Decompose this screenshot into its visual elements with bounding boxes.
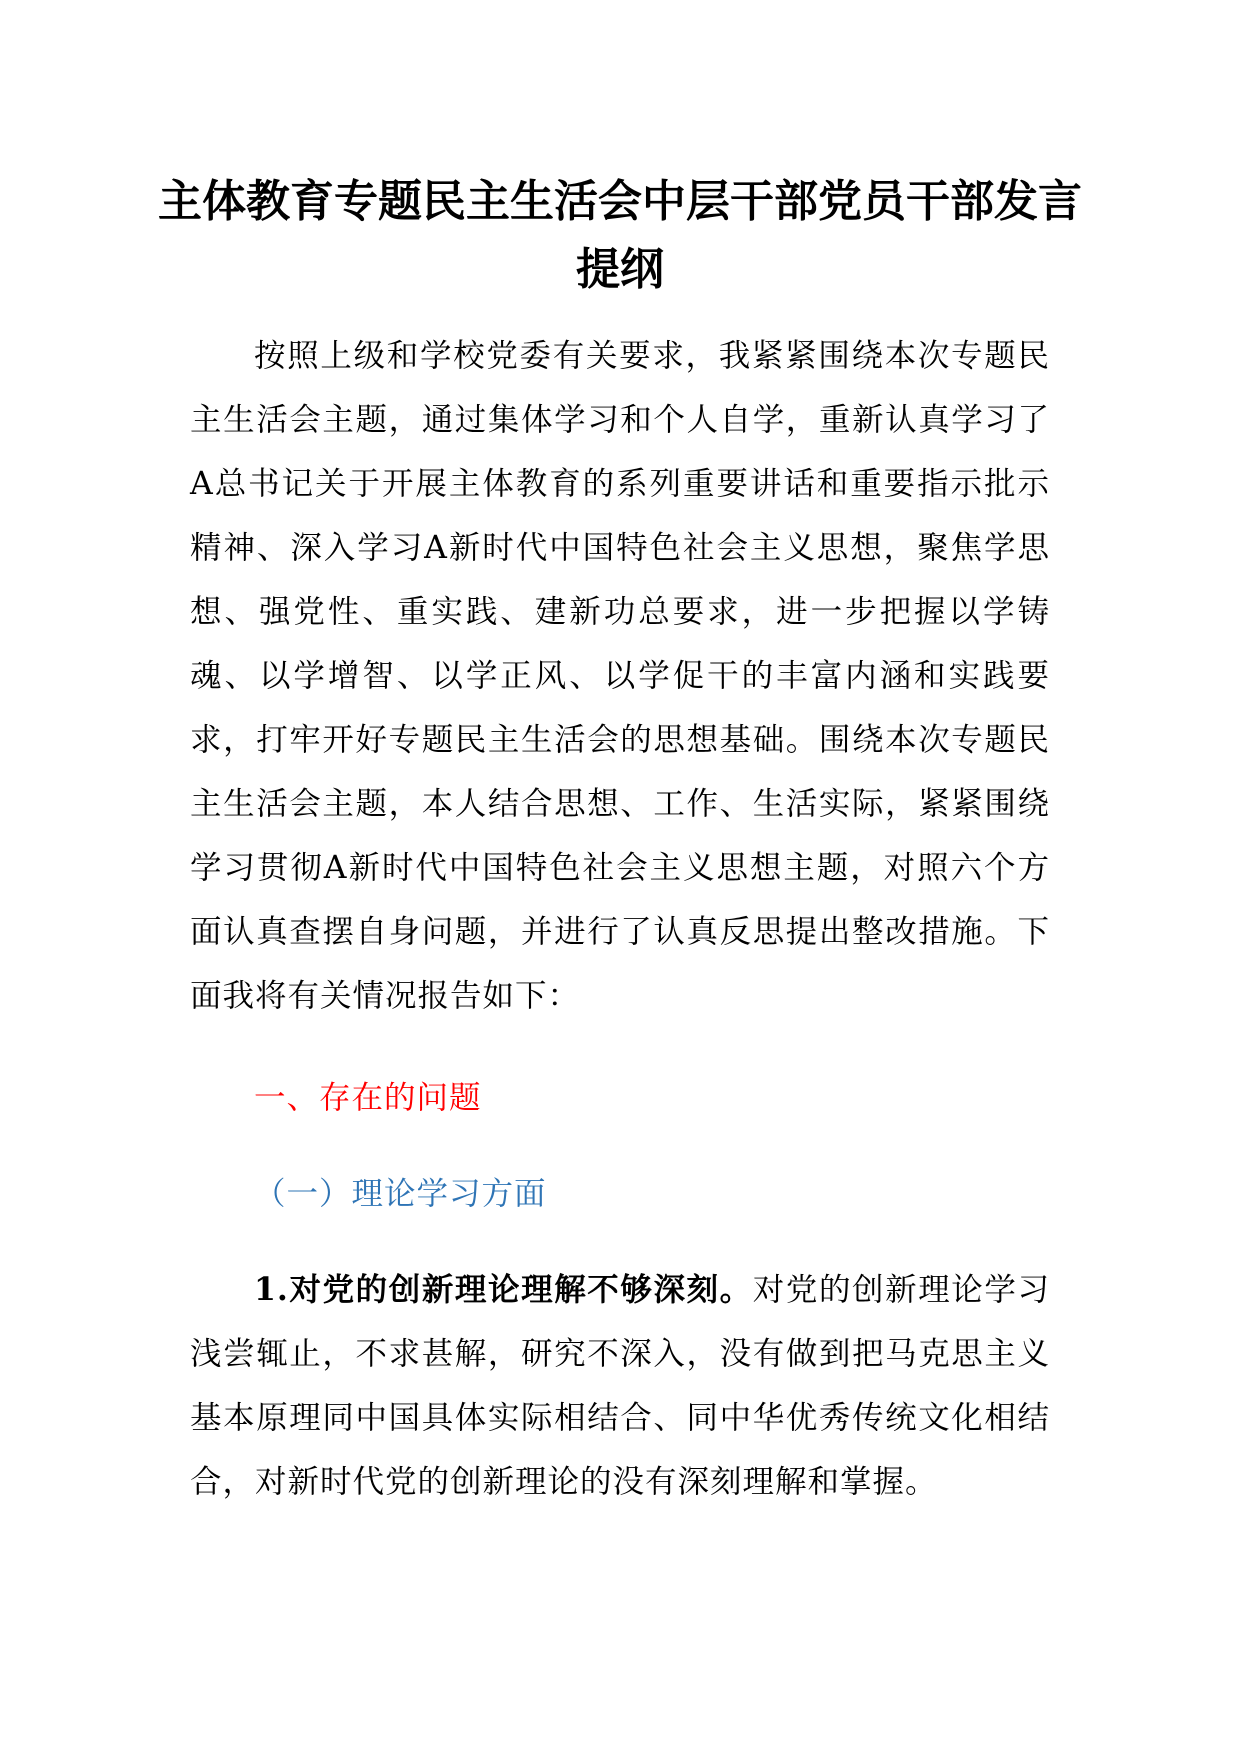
- document-title: 主体教育专题民主生活会中层干部党员干部发言提纲: [158, 176, 1082, 295]
- subsection-heading-theory-study: （一）理论学习方面: [254, 1176, 547, 1212]
- item-paragraph-1: [190, 1258, 1050, 1514]
- intro-paragraph: 按照上级和学校党委有关要求，我紧紧围绕本次专题民主生活会主题，通过集体学习和个人自学，重新认真学习了A总书记关于开展主体教育的系列重要讲话和重要指示批示精神、深入学习A新时代中国特色社会主义思想，聚焦学思想、强党性、重实践、建新功总要求，进一步把握以学铸魂、以学增智、以学正风、以学促干的丰富内涵和实践要求，打牢开好专题民主生活会的思想基础。围绕本次专题民主生活会主题，本人结合思想、工作、生活实际，紧紧围绕学习贯彻A新时代中国特色社会主义思想主题，对照六个方面认真查摆自身问题，并进行了认真反思提出整改措施。下面我将有关情况报告如下：: [190, 338, 1050, 1014]
- item-1-lead: 1.对党的创新理论理解不够深刻。: [254, 1271, 753, 1308]
- item-1-body: 对党的创新理论学习浅尝辄止，不求甚解，研究不深入，没有做到把马克思主义基本原理同中国具体实际相结合、同中华优秀传统文化相结合，对新时代党的创新理论的没有深刻理解和掌握。: [190, 1272, 1050, 1500]
- section-heading-problems: 一、存在的问题: [254, 1080, 482, 1116]
